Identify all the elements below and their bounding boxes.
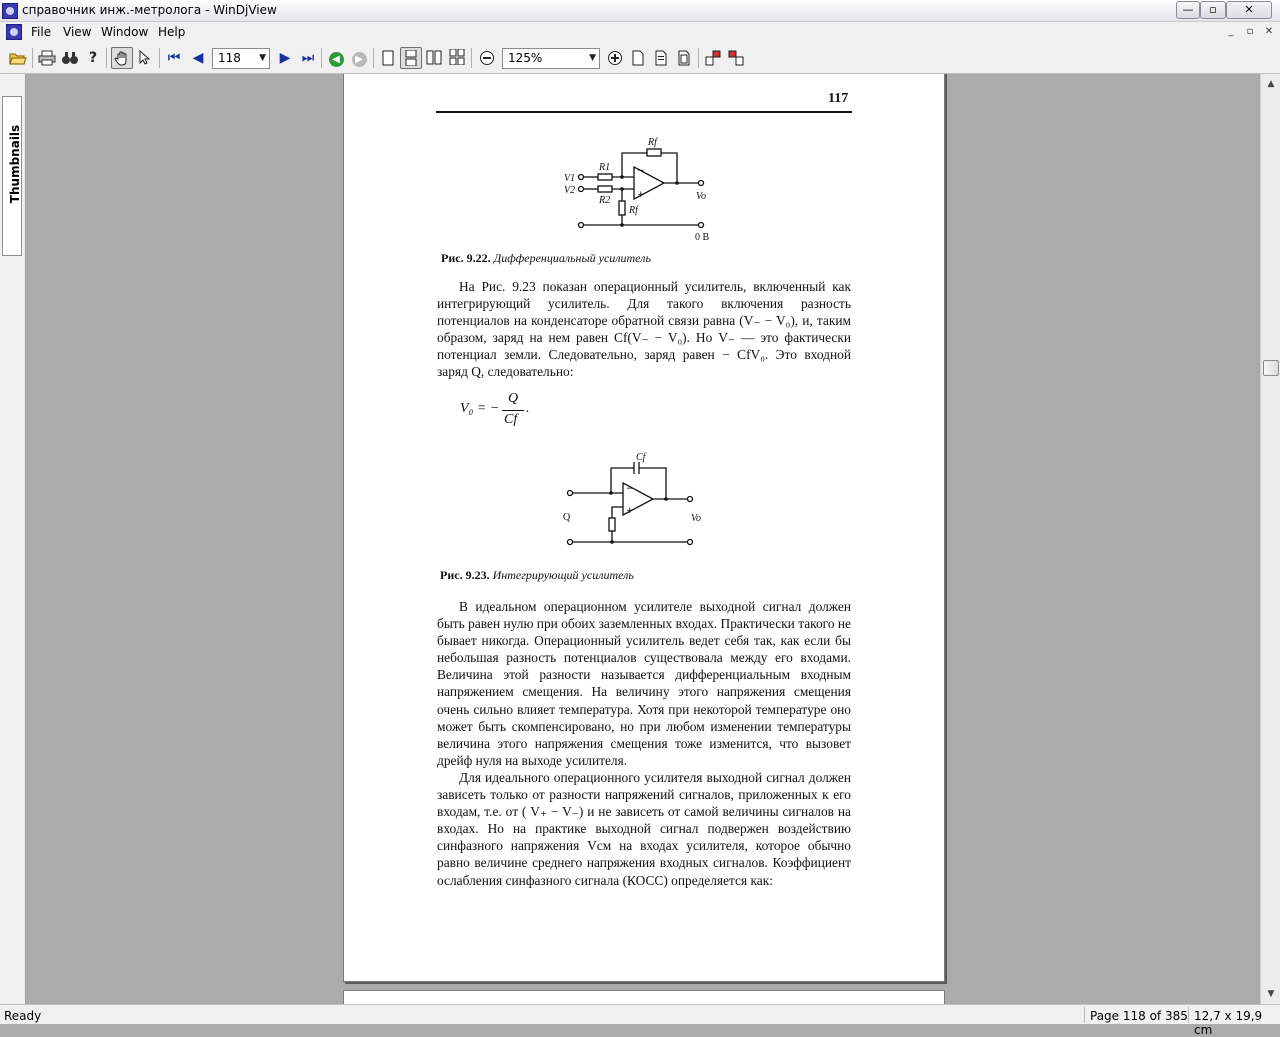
toolbar-separator xyxy=(321,48,322,68)
page-number: 117 xyxy=(828,91,849,106)
toolbar-separator xyxy=(471,48,472,68)
single-page-icon[interactable] xyxy=(377,47,399,69)
hand-tool-icon[interactable] xyxy=(111,47,133,69)
fit-page-icon[interactable] xyxy=(673,47,695,69)
minimize-button[interactable]: — xyxy=(1176,1,1200,19)
svg-text:+: + xyxy=(626,506,634,516)
paragraph-2: В идеальном операционном усилителе выходной сигнал должен быть равен нулю при обоих заземленных входах. Практически такого не бывает никогда. Операционный усилитель ведет себя так, как если бы небольшая разность потенциалов существовала между его входами. Величина этой разности называется дифференциальным входным напряжением смещения. На величину этого напряжения смещения очень сильно влияет температура. Хотя при некоторой температуре оно может быть скомпенсировано, но при любом изменении температуры величина этого напряжения смещения тоже изменится, что вызовет дрейф нуля на выходе усилителя. xyxy=(437,599,851,768)
status-divider xyxy=(1084,1007,1085,1023)
circuit-label-rf-bottom: Rf xyxy=(629,205,638,216)
scrollbar-thumb[interactable] xyxy=(1263,360,1279,376)
paragraph-3: Для идеального операционного усилителя выходной сигнал должен зависеть только от разности напряжений сигналов, приложенных к его входам, т.е. от ( V₊ − V₋) и не зависеть от самой величины сигналов на входах. Но на практике выходной сигнал подвержен воздействию синфазного напряжения Vсм на входах усилителя, которое обычно равно величине среднего напряжения входных сигналов. Коэффициент ослабления синфазного сигнала (КОСС) определяется как: xyxy=(437,770,851,888)
formula-bar xyxy=(502,410,524,411)
title-bar xyxy=(0,0,1280,22)
scroll-down-icon[interactable]: ▼ xyxy=(1267,989,1275,999)
differential-amplifier-circuit xyxy=(559,133,729,245)
mdi-minimize-button[interactable]: _ xyxy=(1228,26,1234,37)
svg-text:−: − xyxy=(637,166,645,176)
status-bar xyxy=(0,1004,1280,1037)
continuous-facing-icon[interactable] xyxy=(446,47,468,69)
caption-text: Дифференциальный усилитель xyxy=(493,251,651,265)
caption-number: Рис. 9.23. xyxy=(440,568,490,582)
circuit-label-r1: R1 xyxy=(599,162,611,173)
find-icon[interactable] xyxy=(59,47,81,69)
chevron-down-icon[interactable]: ▼ xyxy=(589,53,596,63)
document-viewport[interactable] xyxy=(27,74,1260,1004)
mdi-close-button[interactable]: ✕ xyxy=(1264,26,1274,37)
chevron-down-icon[interactable]: ▼ xyxy=(259,53,266,63)
formula-numerator: Q xyxy=(508,391,519,406)
last-page-icon[interactable]: ⏭ xyxy=(301,50,315,66)
menu-bar xyxy=(0,22,1280,42)
circuit-label-ground: 0 B xyxy=(695,232,710,243)
rotate-right-icon[interactable] xyxy=(725,47,747,69)
caption-text: Интегрирующий усилитель xyxy=(492,568,634,582)
page-number-value: 118 xyxy=(218,51,241,65)
integrating-amplifier-circuit xyxy=(559,451,729,551)
paragraph-1: На Рис. 9.23 показан операционный усилитель, включенный как интегрирующий усилитель. Для такого включения разность потенциалов на конденсаторе обратной связи равна (V₋ − V₀), и, таким образом, заряд на нем равен Cf(V₋ − V₀). Но V₋ — это фактически потенциал земли. Следовательно, заряд равен − CfV₀. Это входной заряд Q, следовательно: xyxy=(437,279,851,380)
circuit-label-cf: Cf xyxy=(636,452,646,463)
circuit-label-rf-top: Rf xyxy=(648,137,657,148)
circuit-label-vo: Vo xyxy=(691,513,701,524)
toolbar-separator xyxy=(106,48,107,68)
figure-caption-9-22 xyxy=(441,251,651,266)
circuit-label-r2: R2 xyxy=(599,195,611,206)
caption-number: Рис. 9.22. xyxy=(441,251,491,265)
status-page-size: 12,7 x 19,9 cm xyxy=(1194,1009,1263,1037)
previous-page-icon[interactable]: ◀ xyxy=(192,50,204,66)
first-page-icon[interactable]: ⏮ xyxy=(167,50,181,66)
select-tool-icon[interactable] xyxy=(134,47,156,69)
window-title: справочник инж.-метролога - WinDjView xyxy=(22,3,277,17)
formula-end: . xyxy=(526,401,530,416)
svg-text:+: + xyxy=(637,190,645,200)
page-number-input[interactable] xyxy=(212,48,270,69)
status-text: Ready xyxy=(4,1009,42,1023)
circuit-label-v2: V2 xyxy=(564,185,576,196)
rotate-left-icon[interactable] xyxy=(702,47,724,69)
svg-text:−: − xyxy=(626,484,634,494)
next-page-icon[interactable]: ▶ xyxy=(279,50,291,66)
menu-file[interactable]: File xyxy=(31,25,52,39)
mdi-restore-button[interactable]: ▫ xyxy=(1246,26,1254,37)
scroll-up-icon[interactable]: ▲ xyxy=(1267,79,1275,89)
actual-size-icon[interactable] xyxy=(627,47,649,69)
facing-pages-icon[interactable] xyxy=(423,47,445,69)
fit-width-icon[interactable] xyxy=(650,47,672,69)
open-icon[interactable] xyxy=(7,47,29,69)
vertical-scrollbar[interactable] xyxy=(1260,74,1280,1004)
toolbar-separator xyxy=(32,48,33,68)
toolbar-separator xyxy=(159,48,160,68)
circuit-label-v1: V1 xyxy=(564,173,576,184)
formula-denominator: Cf xyxy=(504,412,518,427)
zoom-value: 125% xyxy=(508,51,543,65)
circuit-label-vo: Vo xyxy=(696,191,706,202)
tab-thumbnails-label: Thumbnails xyxy=(8,124,22,204)
app-icon xyxy=(2,3,18,19)
menu-window[interactable]: Window xyxy=(101,25,149,39)
status-page-info: Page 118 of 385 xyxy=(1090,1009,1188,1023)
menu-help[interactable]: Help xyxy=(158,25,186,39)
status-divider xyxy=(1188,1007,1189,1023)
header-rule xyxy=(436,111,852,113)
circuit-label-q: Q xyxy=(563,512,571,523)
toolbar-separator xyxy=(373,48,374,68)
continuous-icon[interactable] xyxy=(400,47,422,69)
formula-lhs: V₀ = − xyxy=(460,401,500,416)
zoom-out-icon[interactable] xyxy=(476,47,498,69)
print-icon[interactable] xyxy=(36,47,58,69)
zoom-select[interactable] xyxy=(502,48,600,69)
document-icon[interactable] xyxy=(6,24,22,40)
whats-this-icon[interactable]: ? xyxy=(88,50,98,66)
back-icon[interactable]: ◀ xyxy=(325,47,347,69)
maximize-button[interactable]: ▫ xyxy=(1200,1,1226,19)
zoom-in-icon[interactable] xyxy=(604,47,626,69)
document-page xyxy=(343,74,945,982)
sidebar xyxy=(0,74,26,1004)
next-document-page xyxy=(343,990,945,1004)
close-button[interactable]: ✕ xyxy=(1226,1,1272,19)
tab-thumbnails[interactable] xyxy=(2,96,22,256)
toolbar-separator xyxy=(698,48,699,68)
toolbar xyxy=(0,42,1280,74)
figure-caption-9-23 xyxy=(440,568,634,583)
forward-icon[interactable]: ▶ xyxy=(348,47,370,69)
menu-view[interactable]: View xyxy=(63,25,92,39)
